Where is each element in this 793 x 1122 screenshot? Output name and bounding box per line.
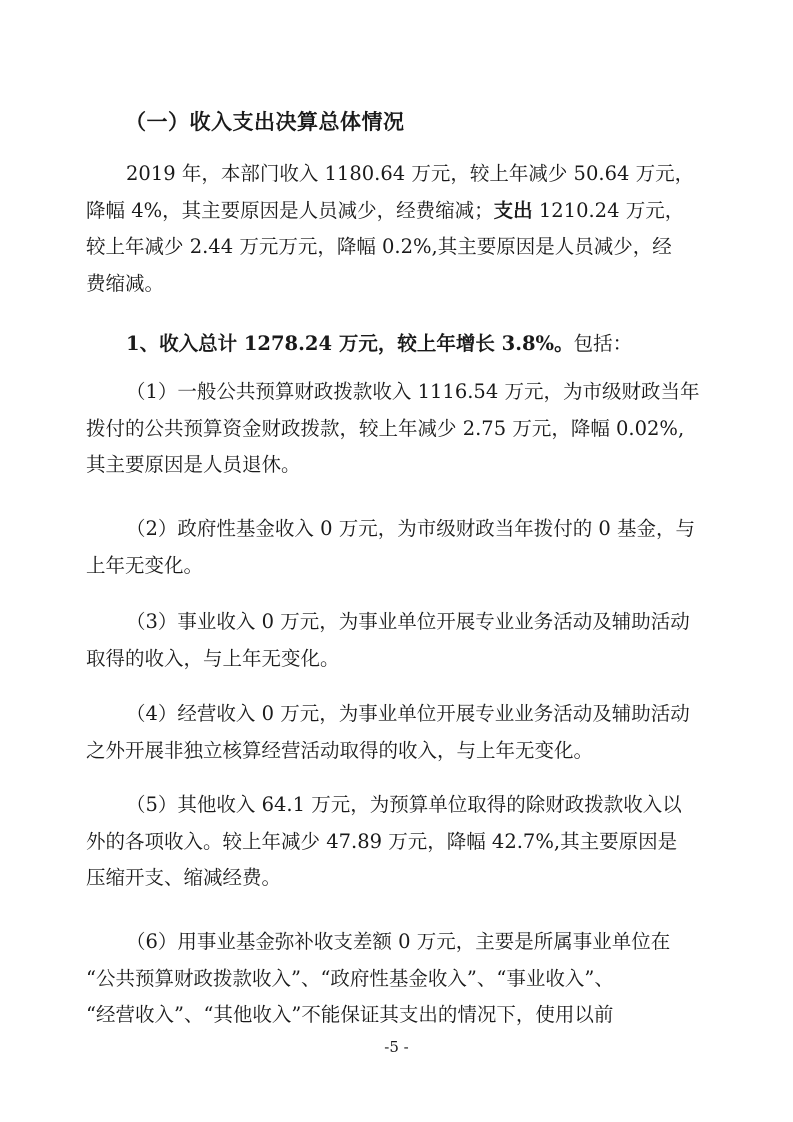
income-item-4-line-1: （4）经营收入 0 万元，为事业单位开展专业业务活动及辅助活动 xyxy=(126,702,690,725)
income-item-2-line-2: 上年无变化。 xyxy=(86,553,204,577)
income-item-3-line-2: 取得的收入，与上年无变化。 xyxy=(86,646,340,670)
income-item-3-line-1: （3）事业收入 0 万元，为事业单位开展专业业务活动及辅助活动 xyxy=(126,610,690,633)
income-item-3 xyxy=(86,604,726,677)
income-item-1-line-2: 拨付的公共预算资金财政拨款，较上年减少 2.75 万元，降幅 0.02%, xyxy=(86,416,685,440)
summary-line-2 xyxy=(86,193,726,230)
section-heading: （一）收入支出决算总体情况 xyxy=(125,109,405,134)
page-number: -5 - xyxy=(384,1038,409,1056)
income-item-1-line-3: 其主要原因是人员退休。 xyxy=(86,453,301,476)
summary-line-4: 费缩减。 xyxy=(86,271,165,295)
income-item-5-line-2: 外的各项收入。较上年减少 47.89 万元，降幅 42.7%,其主要原因是 xyxy=(86,829,678,853)
summary-line-2-text: 降幅 4%，其主要原因是人员减少，经费缩减； xyxy=(86,198,494,222)
income-item-2 xyxy=(86,511,726,584)
income-item-1-line-1: （1）一般公共预算财政拨款收入 1116.54 万元，为市级财政当年 xyxy=(126,380,700,403)
income-item-6-line-3: “经营收入”、“其他收入”不能保证其支出的情况下，使用以前 xyxy=(86,1003,614,1026)
income-item-6-line-1: （6）用事业基金弥补收支差额 0 万元，主要是所属事业单位在 xyxy=(126,930,671,953)
income-item-2-line-1: （2）政府性基金收入 0 万元，为市级财政当年拨付的 0 基金，与 xyxy=(126,517,696,540)
income-item-4 xyxy=(86,696,726,769)
income-item-1 xyxy=(86,374,726,484)
expenditure-label: 支出 xyxy=(493,198,533,222)
expenditure-amount: 1210.24 万元， xyxy=(532,198,685,222)
summary-line-1: 2019 年，本部门收入 1180.64 万元，较上年减少 50.64 万元， xyxy=(126,162,695,185)
summary-line-3: 较上年减少 2.44 万元万元，降幅 0.2%,其主要原因是人员减少，经 xyxy=(86,235,672,258)
income-total-paragraph xyxy=(86,326,726,363)
income-item-5-line-1: （5）其他收入 64.1 万元，为预算单位取得的除财政拨款收入以 xyxy=(126,793,682,816)
income-item-5 xyxy=(86,787,726,897)
income-item-4-line-2: 之外开展非独立核算经营活动取得的收入，与上年无变化。 xyxy=(86,738,594,762)
income-total-bold: 1、收入总计 1278.24 万元，较上年增长 3.8%。 xyxy=(126,332,574,355)
income-item-5-line-3: 压缩开支、缩减经费。 xyxy=(86,866,282,889)
income-total-normal: 包括： xyxy=(573,332,633,355)
income-item-6 xyxy=(86,924,726,1034)
income-total-line xyxy=(86,326,726,363)
summary-paragraph xyxy=(86,156,726,302)
income-item-6-line-2: “公共预算财政拨款收入”、“政府性基金收入”、“事业收入”、 xyxy=(86,966,614,990)
